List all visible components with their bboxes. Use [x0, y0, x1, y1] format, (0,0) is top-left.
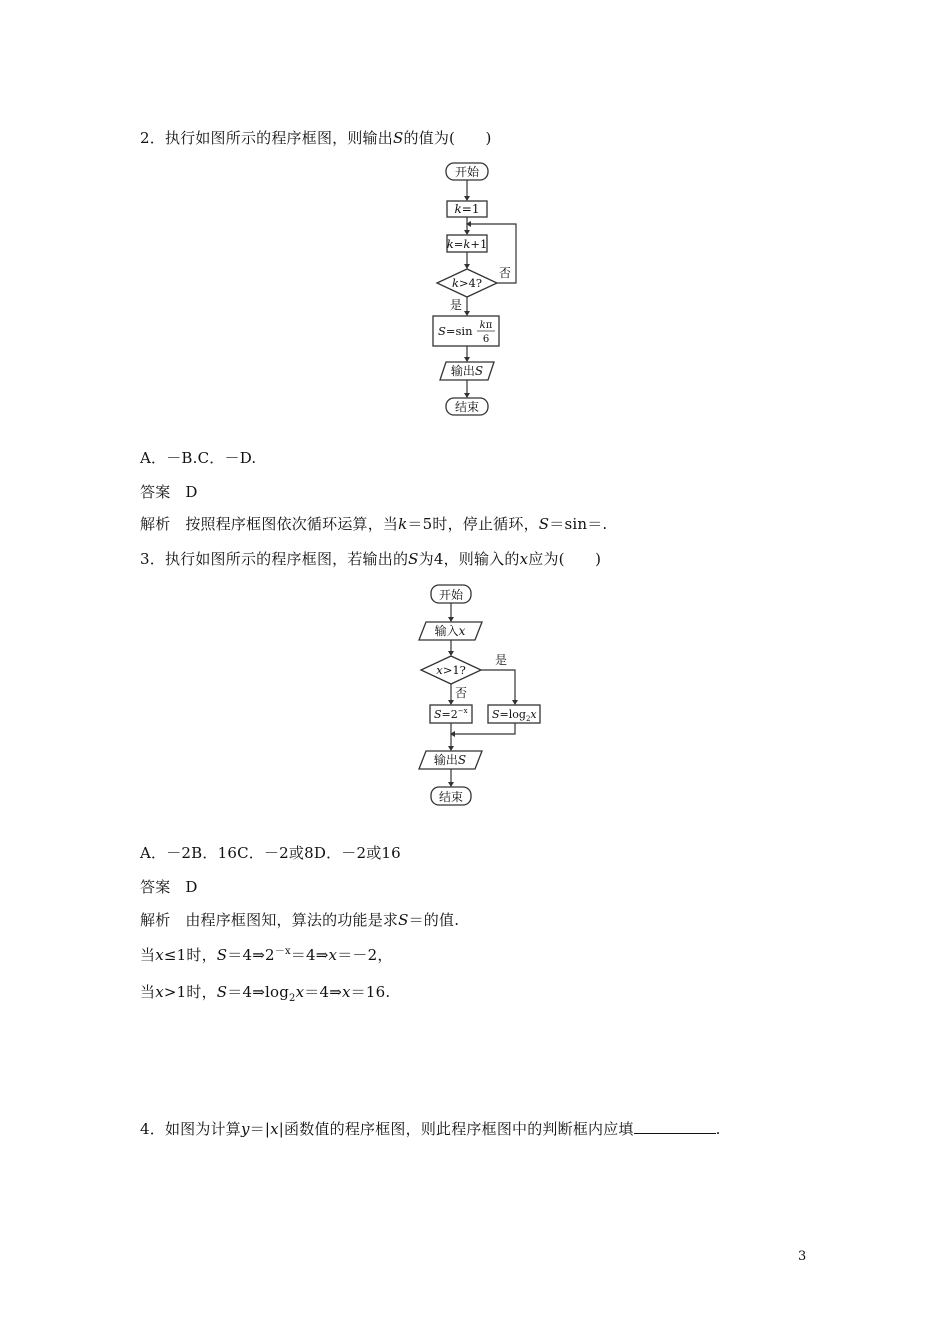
q2-output-label: 输出S: [450, 364, 484, 378]
q3-options: A．－2B．16C．－2或8D．－2或16: [140, 844, 401, 862]
page-number: 3: [798, 1249, 807, 1264]
q3-input-label: 输入x: [434, 624, 466, 638]
q2-answer: 答案 D: [140, 483, 198, 501]
q3-start-label: 开始: [438, 588, 464, 602]
q2-yes-label: 是: [450, 298, 463, 312]
q2-options: A．－B.C．－D.: [140, 449, 257, 467]
q3-yes-label: 是: [495, 653, 508, 667]
q3-case2: 当x>1时，$S=4\Rightarrow\log_2x=4\Rightarrow x=16$.: [140, 983, 391, 1004]
q2-step-label: k=k+1: [446, 237, 488, 251]
q3-no-label: 否: [455, 686, 468, 700]
q2-init-label: k=1: [454, 202, 480, 216]
q2-assign-label: S=sin: [438, 324, 473, 338]
q4-stem: 4．如图为计算y＝|x|函数值的程序框图，则此程序框图中的判断框内应填 .: [140, 1120, 721, 1138]
q4-answer-blank[interactable]: [634, 1119, 716, 1134]
q3-flowchart: [410, 580, 560, 812]
q3-output-label: 输出S: [433, 753, 467, 767]
q2-cond-label: k>4?: [451, 276, 483, 290]
q2-end-label: 结束: [454, 400, 480, 414]
q2-flowchart: [420, 158, 560, 420]
q3-analysis: 解析 由程序框图知，算法的功能是求S＝的值.: [140, 911, 460, 929]
q2-no-label: 否: [499, 266, 512, 280]
q3-answer: 答案 D: [140, 878, 198, 896]
q3-cond-label: x>1?: [436, 663, 466, 677]
q2-frac-den: 6: [482, 334, 490, 345]
q2-analysis: 解析 按照程序框图依次循环运算，当k＝5时，停止循环，S＝sin＝.: [140, 515, 608, 533]
q3-right-label: $S=\log_2x$: [492, 708, 537, 723]
q3-end-label: 结束: [438, 790, 464, 804]
q2-start-label: 开始: [454, 165, 480, 179]
q3-left-label: $S=2^{-x}$: [434, 707, 468, 721]
q2-frac-num: kπ: [479, 320, 493, 331]
q3-case1: 当x≤1时，$S=4\Rightarrow 2^{-x}=4\Rightarrow x=-2$，: [140, 946, 393, 964]
q2-stem: 2．执行如图所示的程序框图，则输出S的值为( ): [140, 129, 492, 147]
q3-stem: 3．执行如图所示的程序框图，若输出的S为4，则输入的x应为( ): [140, 550, 602, 568]
